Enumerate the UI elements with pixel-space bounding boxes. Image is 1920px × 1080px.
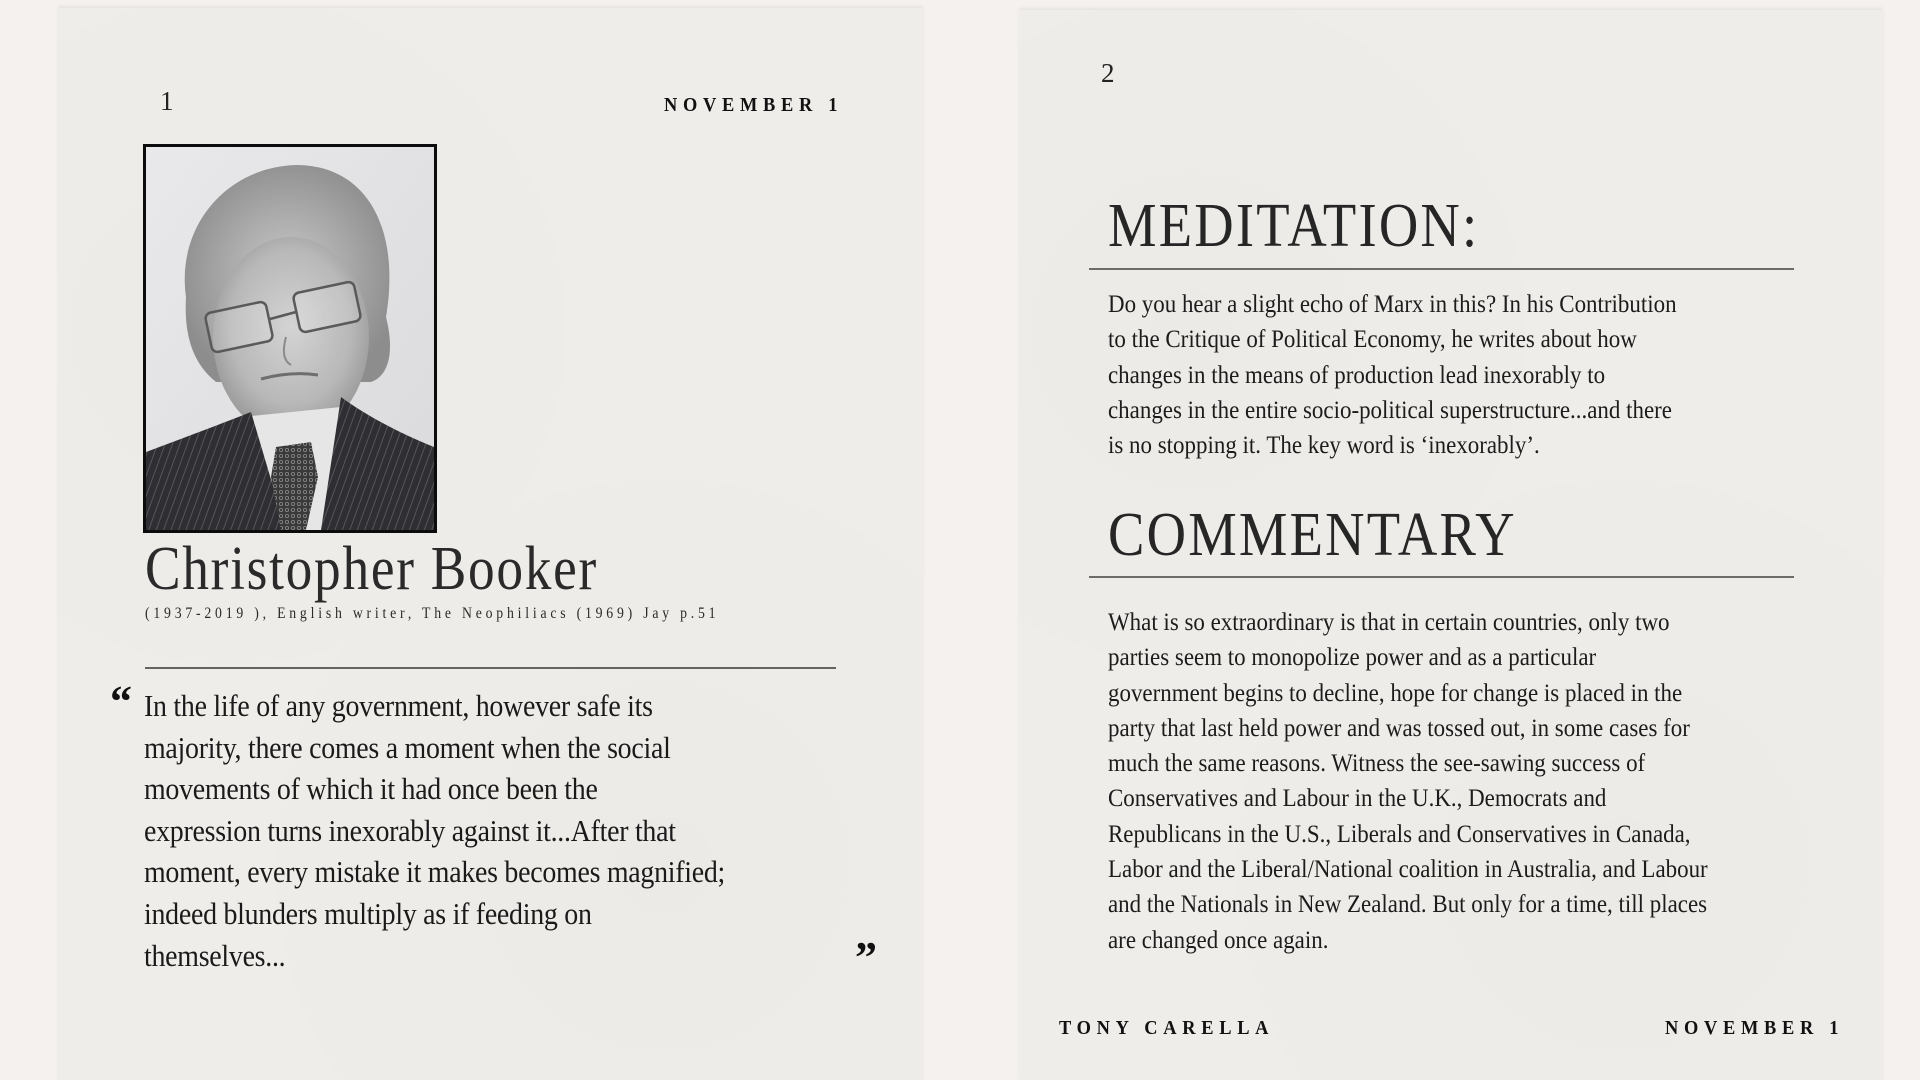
quote-line: themselves...: [144, 937, 286, 973]
commentary-line: Republicans in the U.S., Liberals and Conservatives in Canada,: [1108, 818, 1691, 848]
page-number: 2: [1101, 58, 1115, 88]
commentary-heading: COMMENTARY: [1108, 501, 1517, 569]
commentary-divider: [1089, 576, 1794, 578]
close-quote-icon: ”: [855, 933, 877, 982]
commentary-line: Conservatives and Labour in the U.K., Democrats and: [1108, 783, 1607, 813]
commentary-line: What is so extraordinary is that in certain countries, only two: [1108, 607, 1670, 636]
attribution: (1937-2019 ), English writer, The Neophiliacs (1969) Jay p.51: [145, 605, 720, 622]
quote-line: indeed blunders multiply as if feeding on: [144, 895, 592, 931]
page-number: 1: [160, 86, 174, 116]
right-page: [1019, 10, 1883, 1080]
open-quote-icon: “: [110, 677, 132, 726]
commentary-line: government begins to decline, hope for change is placed in the: [1108, 677, 1683, 707]
quote-line: expression turns inexorably against it...After that: [144, 812, 676, 848]
meditation-body: [1108, 286, 1848, 462]
meditation-line: to the Critique of Political Economy, he writes about how: [1108, 324, 1637, 354]
commentary-line: party that last held power and was tossed out, in some cases for: [1108, 712, 1690, 742]
person-name: Christopher Booker: [145, 535, 599, 603]
author-portrait: [143, 144, 437, 533]
quote: [144, 685, 904, 976]
meditation-line: changes in the entire socio-political superstructure...and there: [1108, 394, 1672, 424]
divider: [145, 667, 836, 669]
commentary-line: Labor and the Liberal/National coalition in Australia, and Labour: [1108, 854, 1708, 884]
left-page: [58, 8, 923, 1080]
commentary-line: and the Nationals in New Zealand. But only for a time, till places: [1108, 889, 1708, 919]
quote-line: In the life of any government, however safe its: [144, 688, 653, 723]
meditation-line: changes in the means of production lead inexorably to: [1108, 359, 1606, 389]
commentary-line: are changed once again.: [1108, 924, 1329, 954]
commentary-body: [1108, 604, 1848, 957]
meditation-divider: [1089, 268, 1794, 270]
footer-date: NOVEMBER 1: [1665, 1017, 1845, 1039]
footer-author: TONY CARELLA: [1059, 1017, 1275, 1039]
quote-line: majority, there comes a moment when the social: [144, 729, 671, 765]
portrait-image: [146, 147, 434, 530]
running-header-date: NOVEMBER 1: [664, 94, 844, 116]
quote-line: movements of which it had once been the: [144, 771, 598, 807]
meditation-line: Do you hear a slight echo of Marx in this? In his Contribution: [1108, 289, 1677, 318]
quote-line: moment, every mistake it makes becomes magnified;: [144, 854, 726, 890]
commentary-line: parties seem to monopolize power and as a particular: [1108, 642, 1597, 672]
meditation-heading: MEDITATION:: [1108, 192, 1480, 260]
meditation-line: is no stopping it. The key word is ‘inexorably’.: [1108, 430, 1540, 460]
commentary-line: much the same reasons. Witness the see-sawing success of: [1108, 748, 1646, 778]
